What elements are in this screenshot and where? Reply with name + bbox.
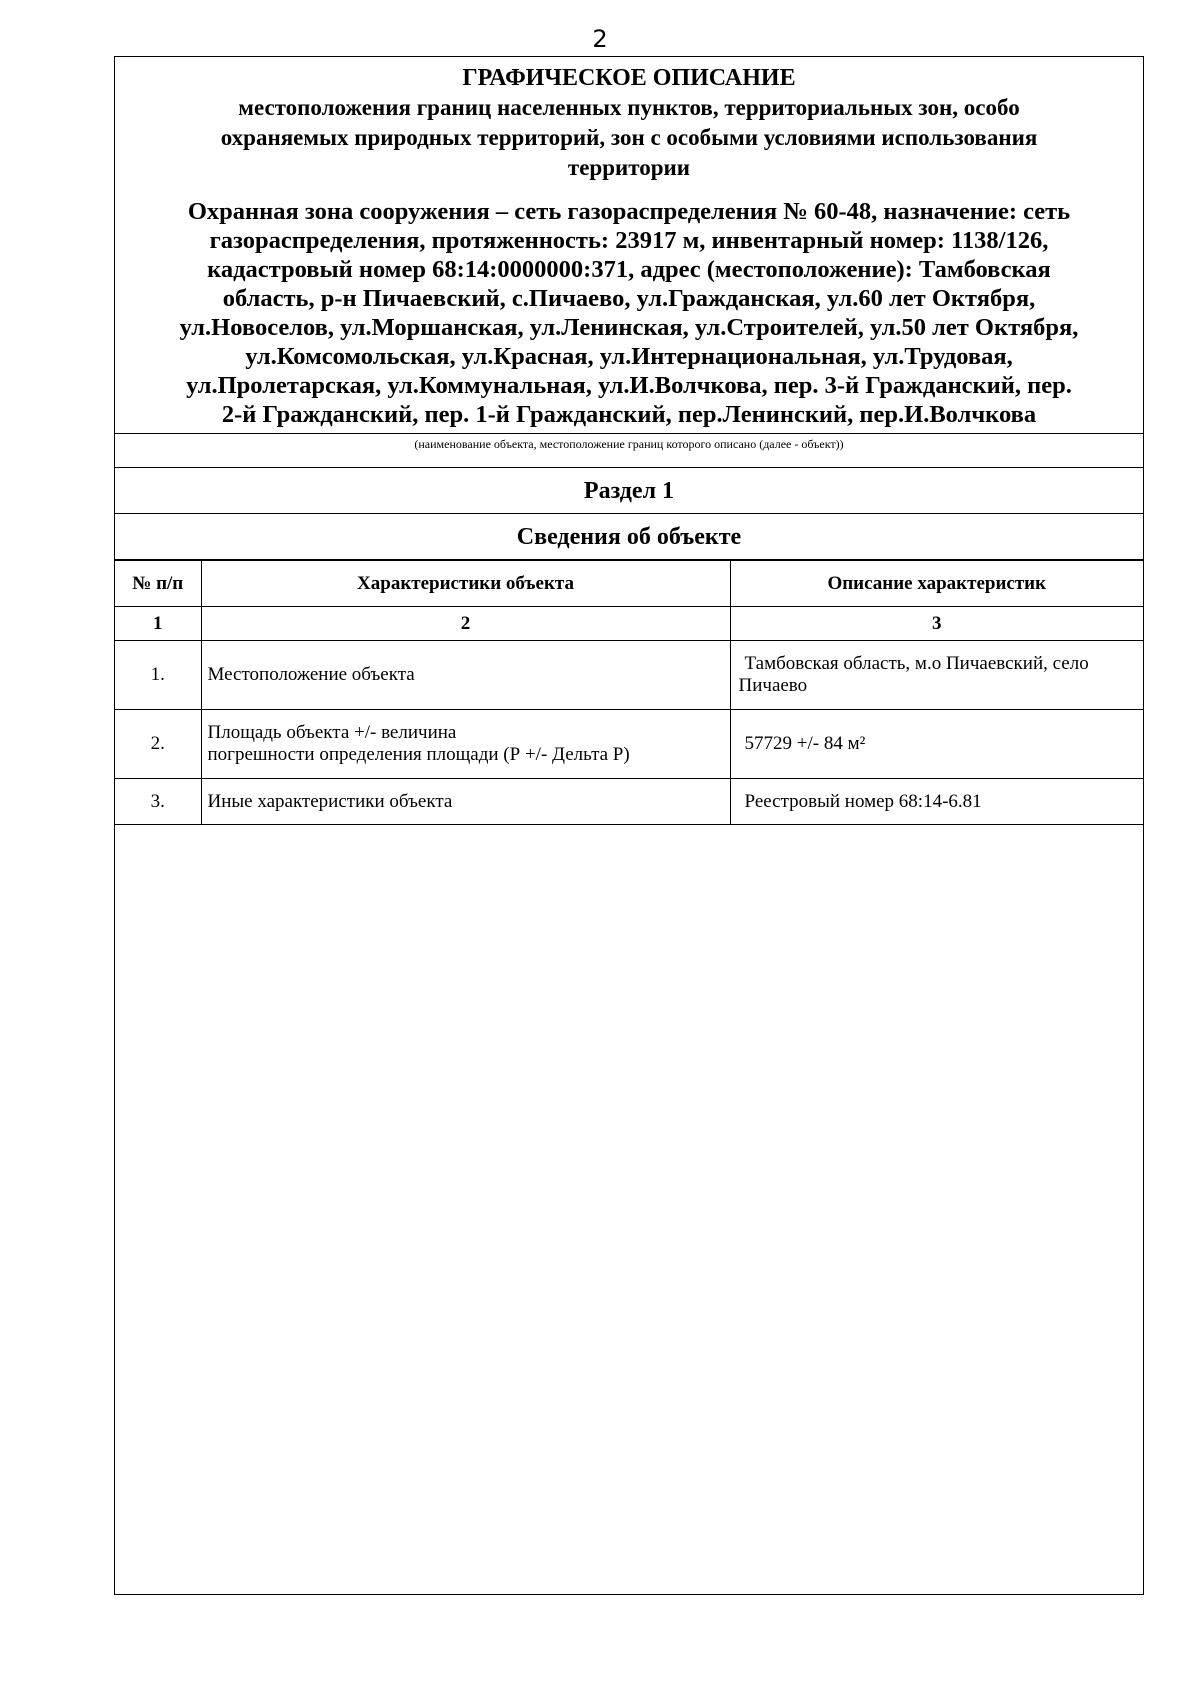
page-number: 2 [592,25,608,53]
section-title: Раздел 1 [115,468,1143,514]
characteristic-line: Иные характеристики объекта [207,790,453,812]
object-name-line: ул.Пролетарская, ул.Коммунальная, ул.И.Волчкова, пер. 3-й Гражданский, пер. [186,372,1072,399]
header-number: № п/п [115,561,201,607]
document-title: ГРАФИЧЕСКОЕ ОПИСАНИЕ [462,65,796,91]
object-name-line: газораспределения, протяженность: 23917 м, инвентарный номер: 1138/126, [209,227,1049,254]
object-name-line: 2-й Гражданский, пер. 1-й Гражданский, пер.Ленинский, пер.И.Волчкова [221,401,1037,428]
row-number: 1. [115,641,201,710]
column-number: 2 [201,607,730,641]
object-name-line: ул.Комсомольская, ул.Красная, ул.Интернациональная, ул.Трудовая, [245,343,1013,370]
document-header [115,57,1143,434]
object-name-line: область, р-н Пичаевский, с.Пичаево, ул.Гражданская, ул.60 лет Октября, [222,285,1036,312]
subtitle-line: местоположения границ населенных пунктов, территориальных зон, особо [238,95,1020,120]
column-number: 1 [115,607,201,641]
object-name-line: Охранная зона сооружения – сеть газораспределения № 60-48, назначение: сеть [187,198,1071,225]
characteristic-line: Площадь объекта +/- величина [207,722,457,743]
row-number: 2. [115,710,201,779]
characteristic-line: погрешности определения площади (Р +/- Дельта Р) [207,744,630,765]
object-name-line: ул.Новоселов, ул.Моршанская, ул.Ленинская, ул.Строителей, ул.50 лет Октября, [179,314,1079,341]
description-line: Пичаево [738,675,808,696]
description-line: Тамбовская область, м.о Пичаевский, село [744,653,1089,674]
column-number-row [115,607,1143,641]
header-characteristics: Характеристики объекта [201,561,730,607]
object-name-line: кадастровый номер 68:14:0000000:371, адрес (местоположение): Тамбовская [207,256,1051,283]
row-characteristic [201,779,730,825]
description-line: Реестровый номер 68:14-6.81 [744,790,982,812]
subtitle-line: территории [567,155,691,180]
header-description: Описание характеристик [730,561,1143,607]
object-info-table [115,560,1143,825]
table-header-row [115,561,1143,607]
table-row [115,779,1143,825]
document-subtitle [123,93,1135,183]
row-description [730,779,1143,825]
column-number: 3 [730,607,1143,641]
row-description [730,641,1143,710]
table-row [115,641,1143,710]
row-characteristic [201,641,730,710]
row-description [730,710,1143,779]
document-frame [114,56,1144,1595]
row-characteristic [201,710,730,779]
subtitle-line: охраняемых природных территорий, зон с особыми условиями использования [220,125,1038,150]
section-subtitle: Сведения об объекте [115,514,1143,560]
object-caption: (наименование объекта, местоположение границ которого описано (далее - объект)) [115,434,1143,468]
table-row [115,710,1143,779]
object-name [123,197,1135,429]
row-number: 3. [115,779,201,825]
description-line: 57729 +/- 84 м² [744,733,866,754]
characteristic-line: Местоположение объекта [207,664,415,685]
